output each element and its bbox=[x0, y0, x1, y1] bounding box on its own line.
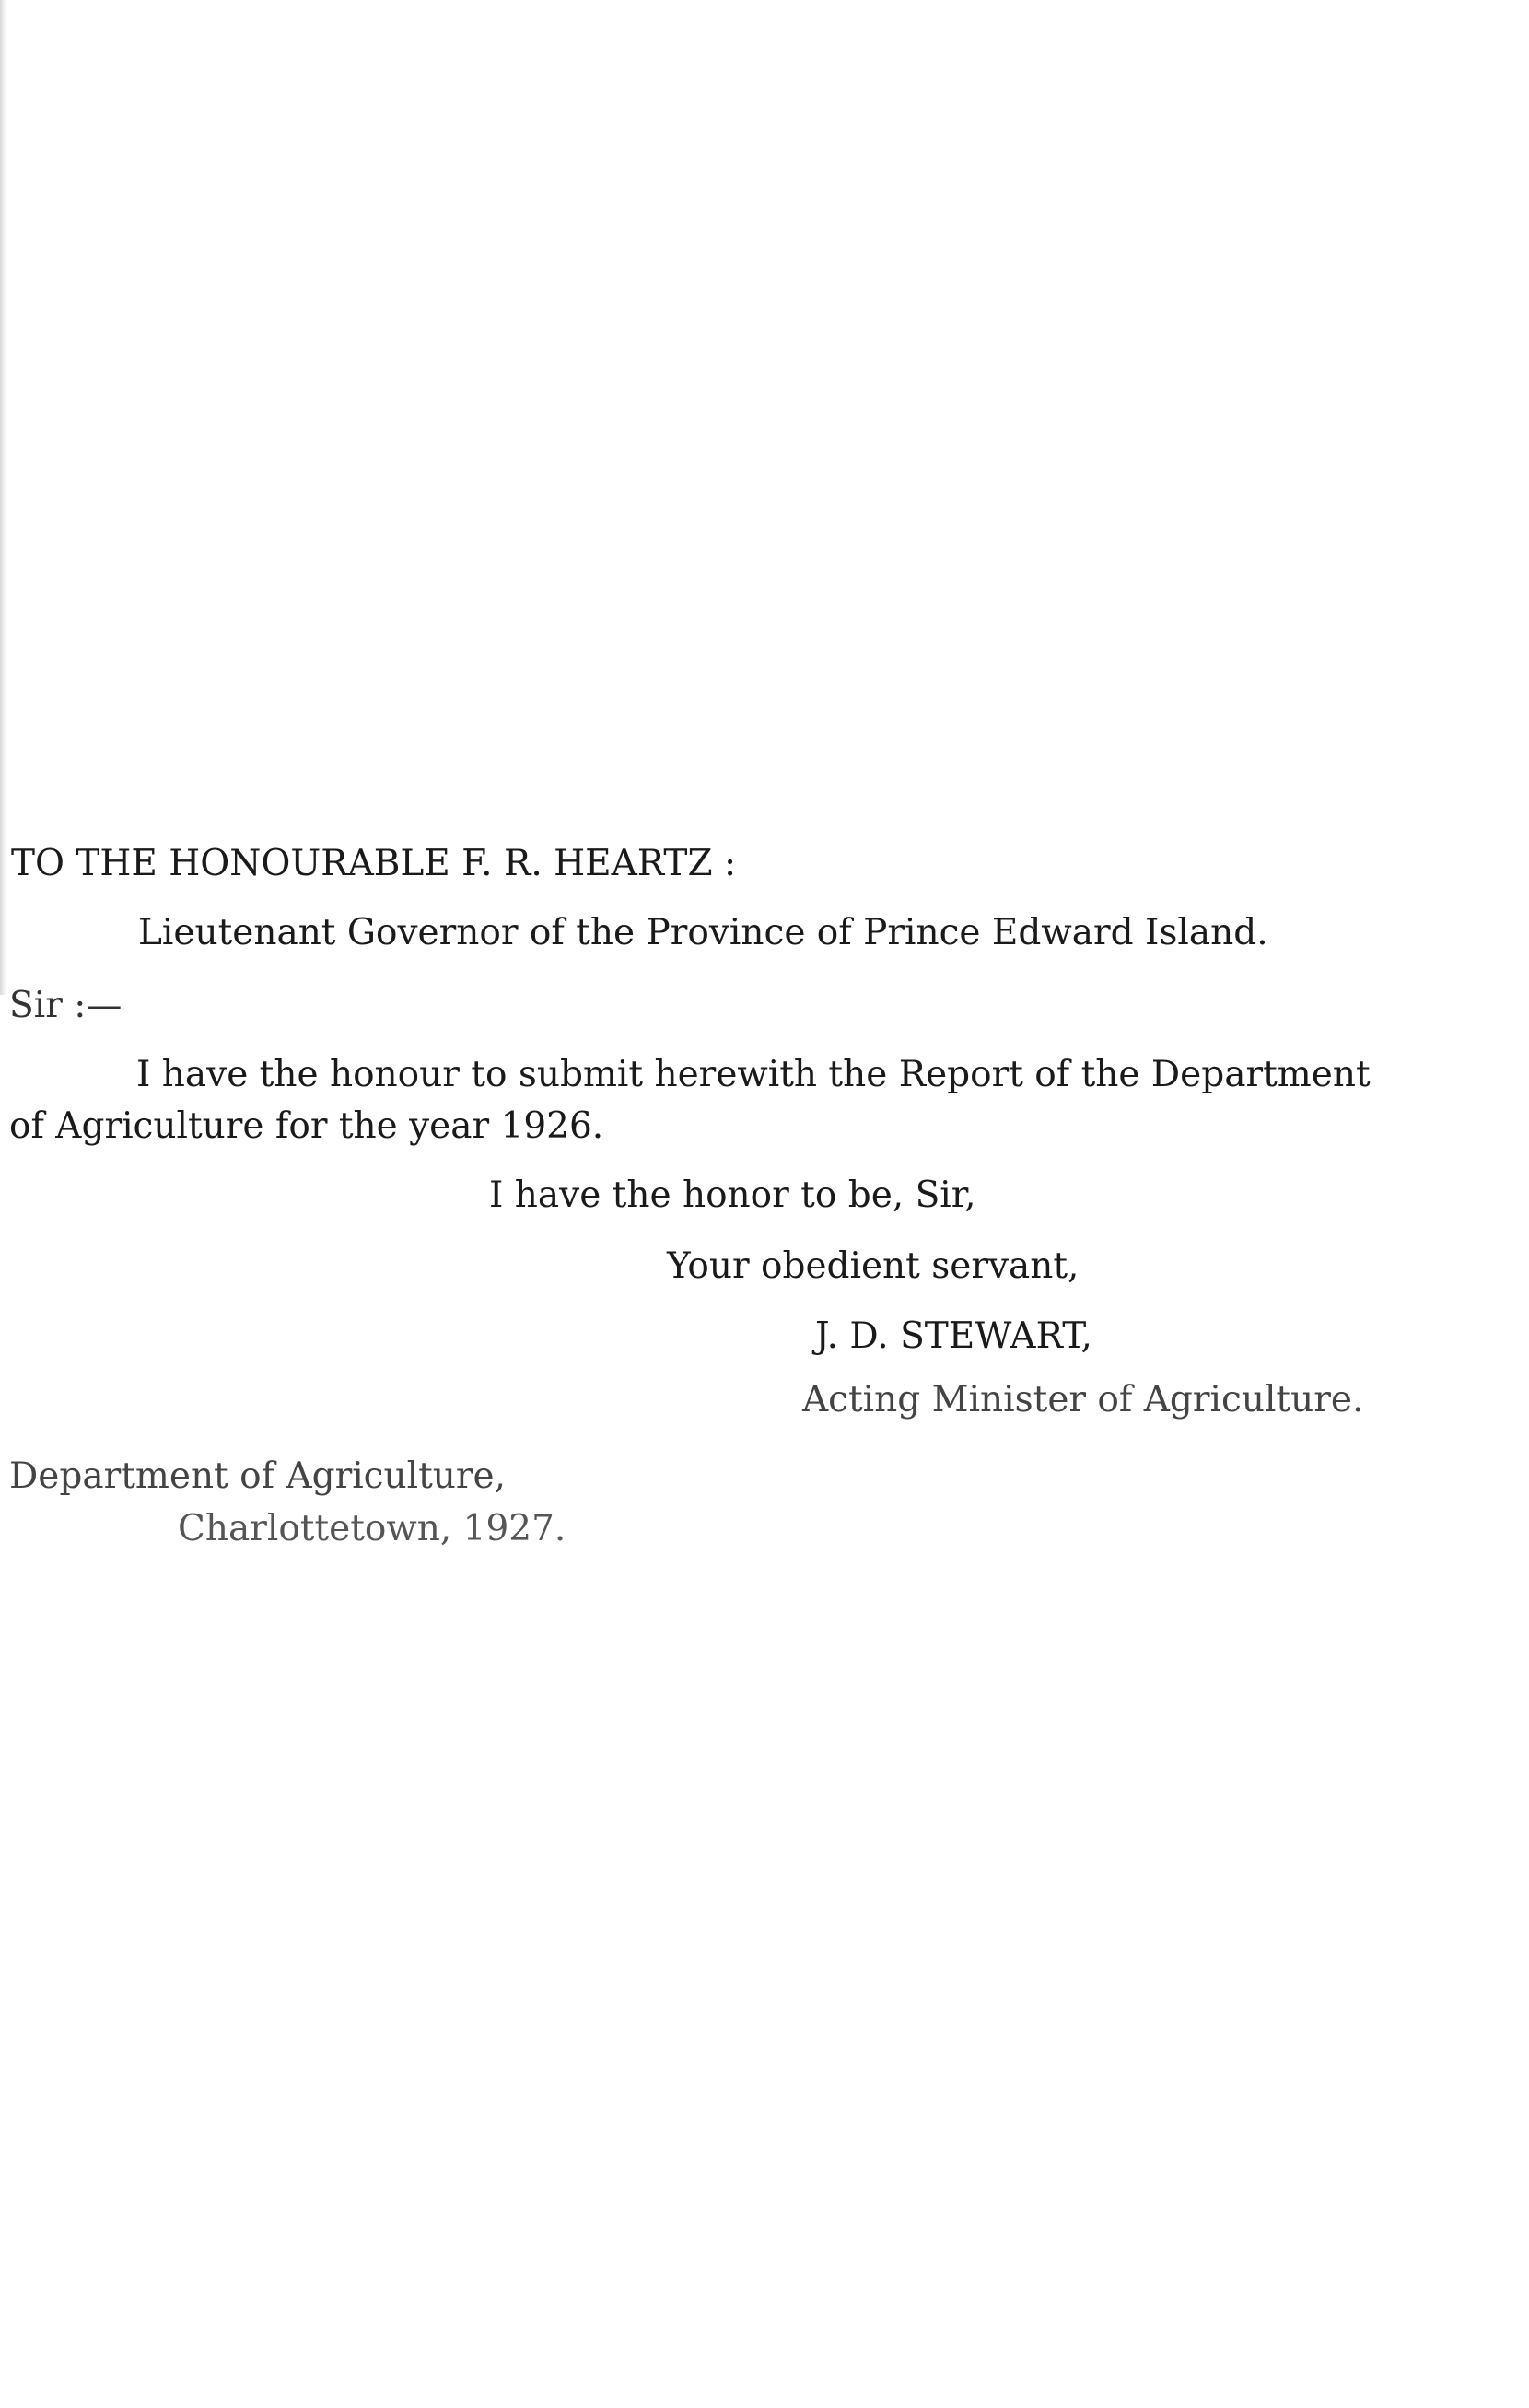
body-line-1: I have the honour to submit herewith the Report of the Department bbox=[136, 1054, 1371, 1095]
origin-department: Department of Agriculture, bbox=[9, 1455, 507, 1497]
origin-place-date: Charlottetown, 1927. bbox=[178, 1508, 566, 1549]
signatory-name: J. D. STEWART, bbox=[815, 1315, 1092, 1357]
salutation: Sir :— bbox=[9, 985, 123, 1026]
scan-edge-shadow bbox=[0, 0, 6, 995]
valediction: Your obedient servant, bbox=[667, 1245, 1080, 1287]
address-line: TO THE HONOURABLE F. R. HEARTZ : bbox=[11, 843, 737, 884]
signatory-title: Acting Minister of Agriculture. bbox=[802, 1379, 1364, 1420]
closing-line: I have the honor to be, Sir, bbox=[489, 1175, 976, 1216]
recipient-title: Lieutenant Governor of the Province of Prince Edward Island. bbox=[138, 912, 1268, 953]
body-line-2: of Agriculture for the year 1926. bbox=[9, 1105, 604, 1147]
